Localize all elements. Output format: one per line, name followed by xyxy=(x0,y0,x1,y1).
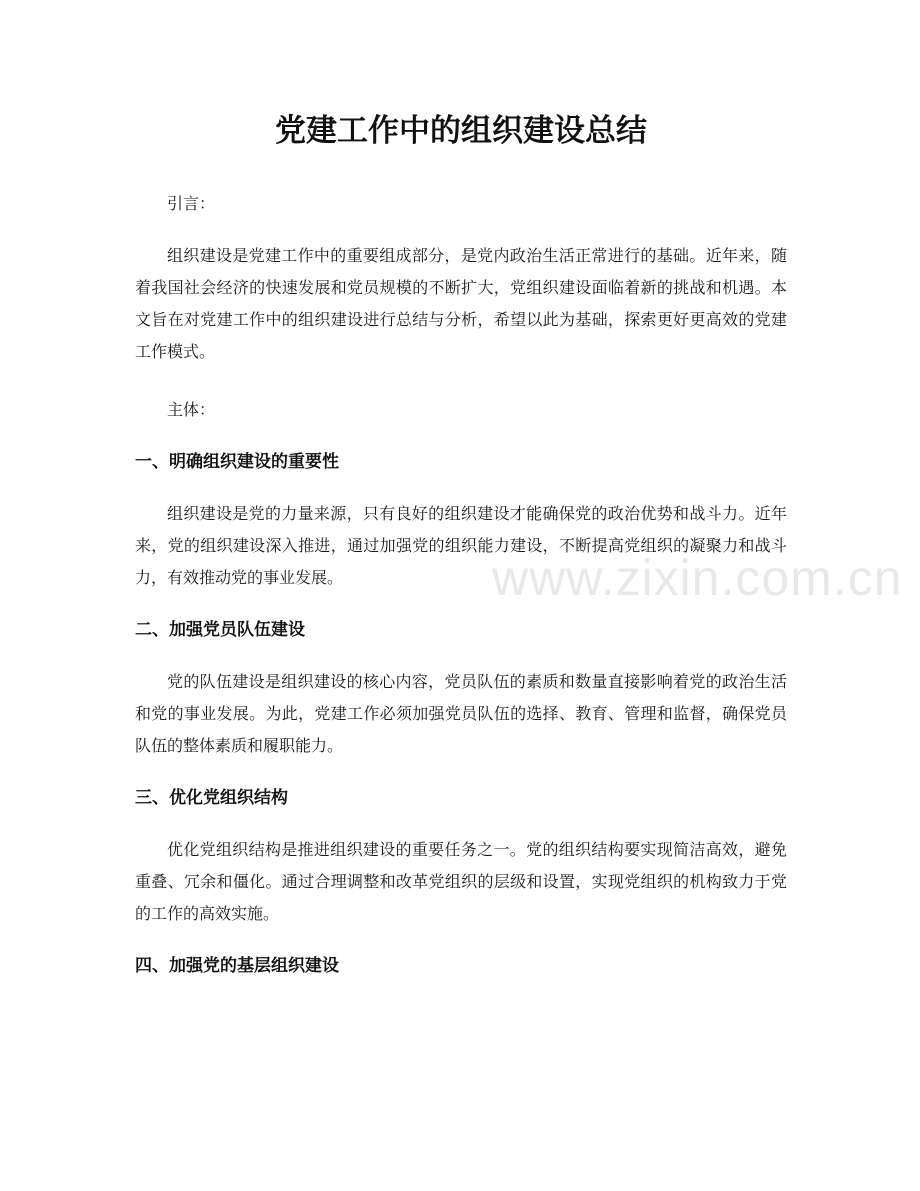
body-label: 主体： xyxy=(167,400,216,419)
section-paragraph-1: 组织建设是党的力量来源，只有良好的组织建设才能确保党的政治优势和战斗力。近年来，党的组织建设深入推进，通过加强党的组织能力建设，不断提高党组织的凝聚力和战斗力，有效推动党的事业发展。 xyxy=(135,504,787,587)
intro-label: 引言： xyxy=(167,194,216,213)
section-heading-1: 一、明确组织建设的重要性 xyxy=(135,452,339,472)
section-heading-3: 三、优化党组织结构 xyxy=(135,788,288,808)
document-body xyxy=(135,100,787,982)
watermark: www.zixin.com.cn xyxy=(492,550,903,606)
section-heading-4: 四、加强党的基层组织建设 xyxy=(135,956,339,976)
section-paragraph-3: 优化党组织结构是推进组织建设的重要任务之一。党的组织结构要实现简洁高效，避免重叠、冗余和僵化。通过合理调整和改革党组织的层级和设置，实现党组织的机构致力于党的工作的高效实施。 xyxy=(135,840,787,923)
document-title: 党建工作中的组织建设总结 xyxy=(275,113,647,149)
intro-paragraph: 组织建设是党建工作中的重要组成部分，是党内政治生活正常进行的基础。近年来，随着我国社会经济的快速发展和党员规模的不断扩大，党组织建设面临着新的挑战和机遇。本文旨在对党建工作中的组织建设进行总结与分析，希望以此为基础，探索更好更高效的党建工作模式。 xyxy=(135,246,787,361)
section-heading-2: 二、加强党员队伍建设 xyxy=(135,620,305,640)
section-paragraph-2: 党的队伍建设是组织建设的核心内容，党员队伍的素质和数量直接影响着党的政治生活和党的事业发展。为此，党建工作必须加强党员队伍的选择、教育、管理和监督，确保党员队伍的整体素质和履职能力。 xyxy=(135,672,787,755)
